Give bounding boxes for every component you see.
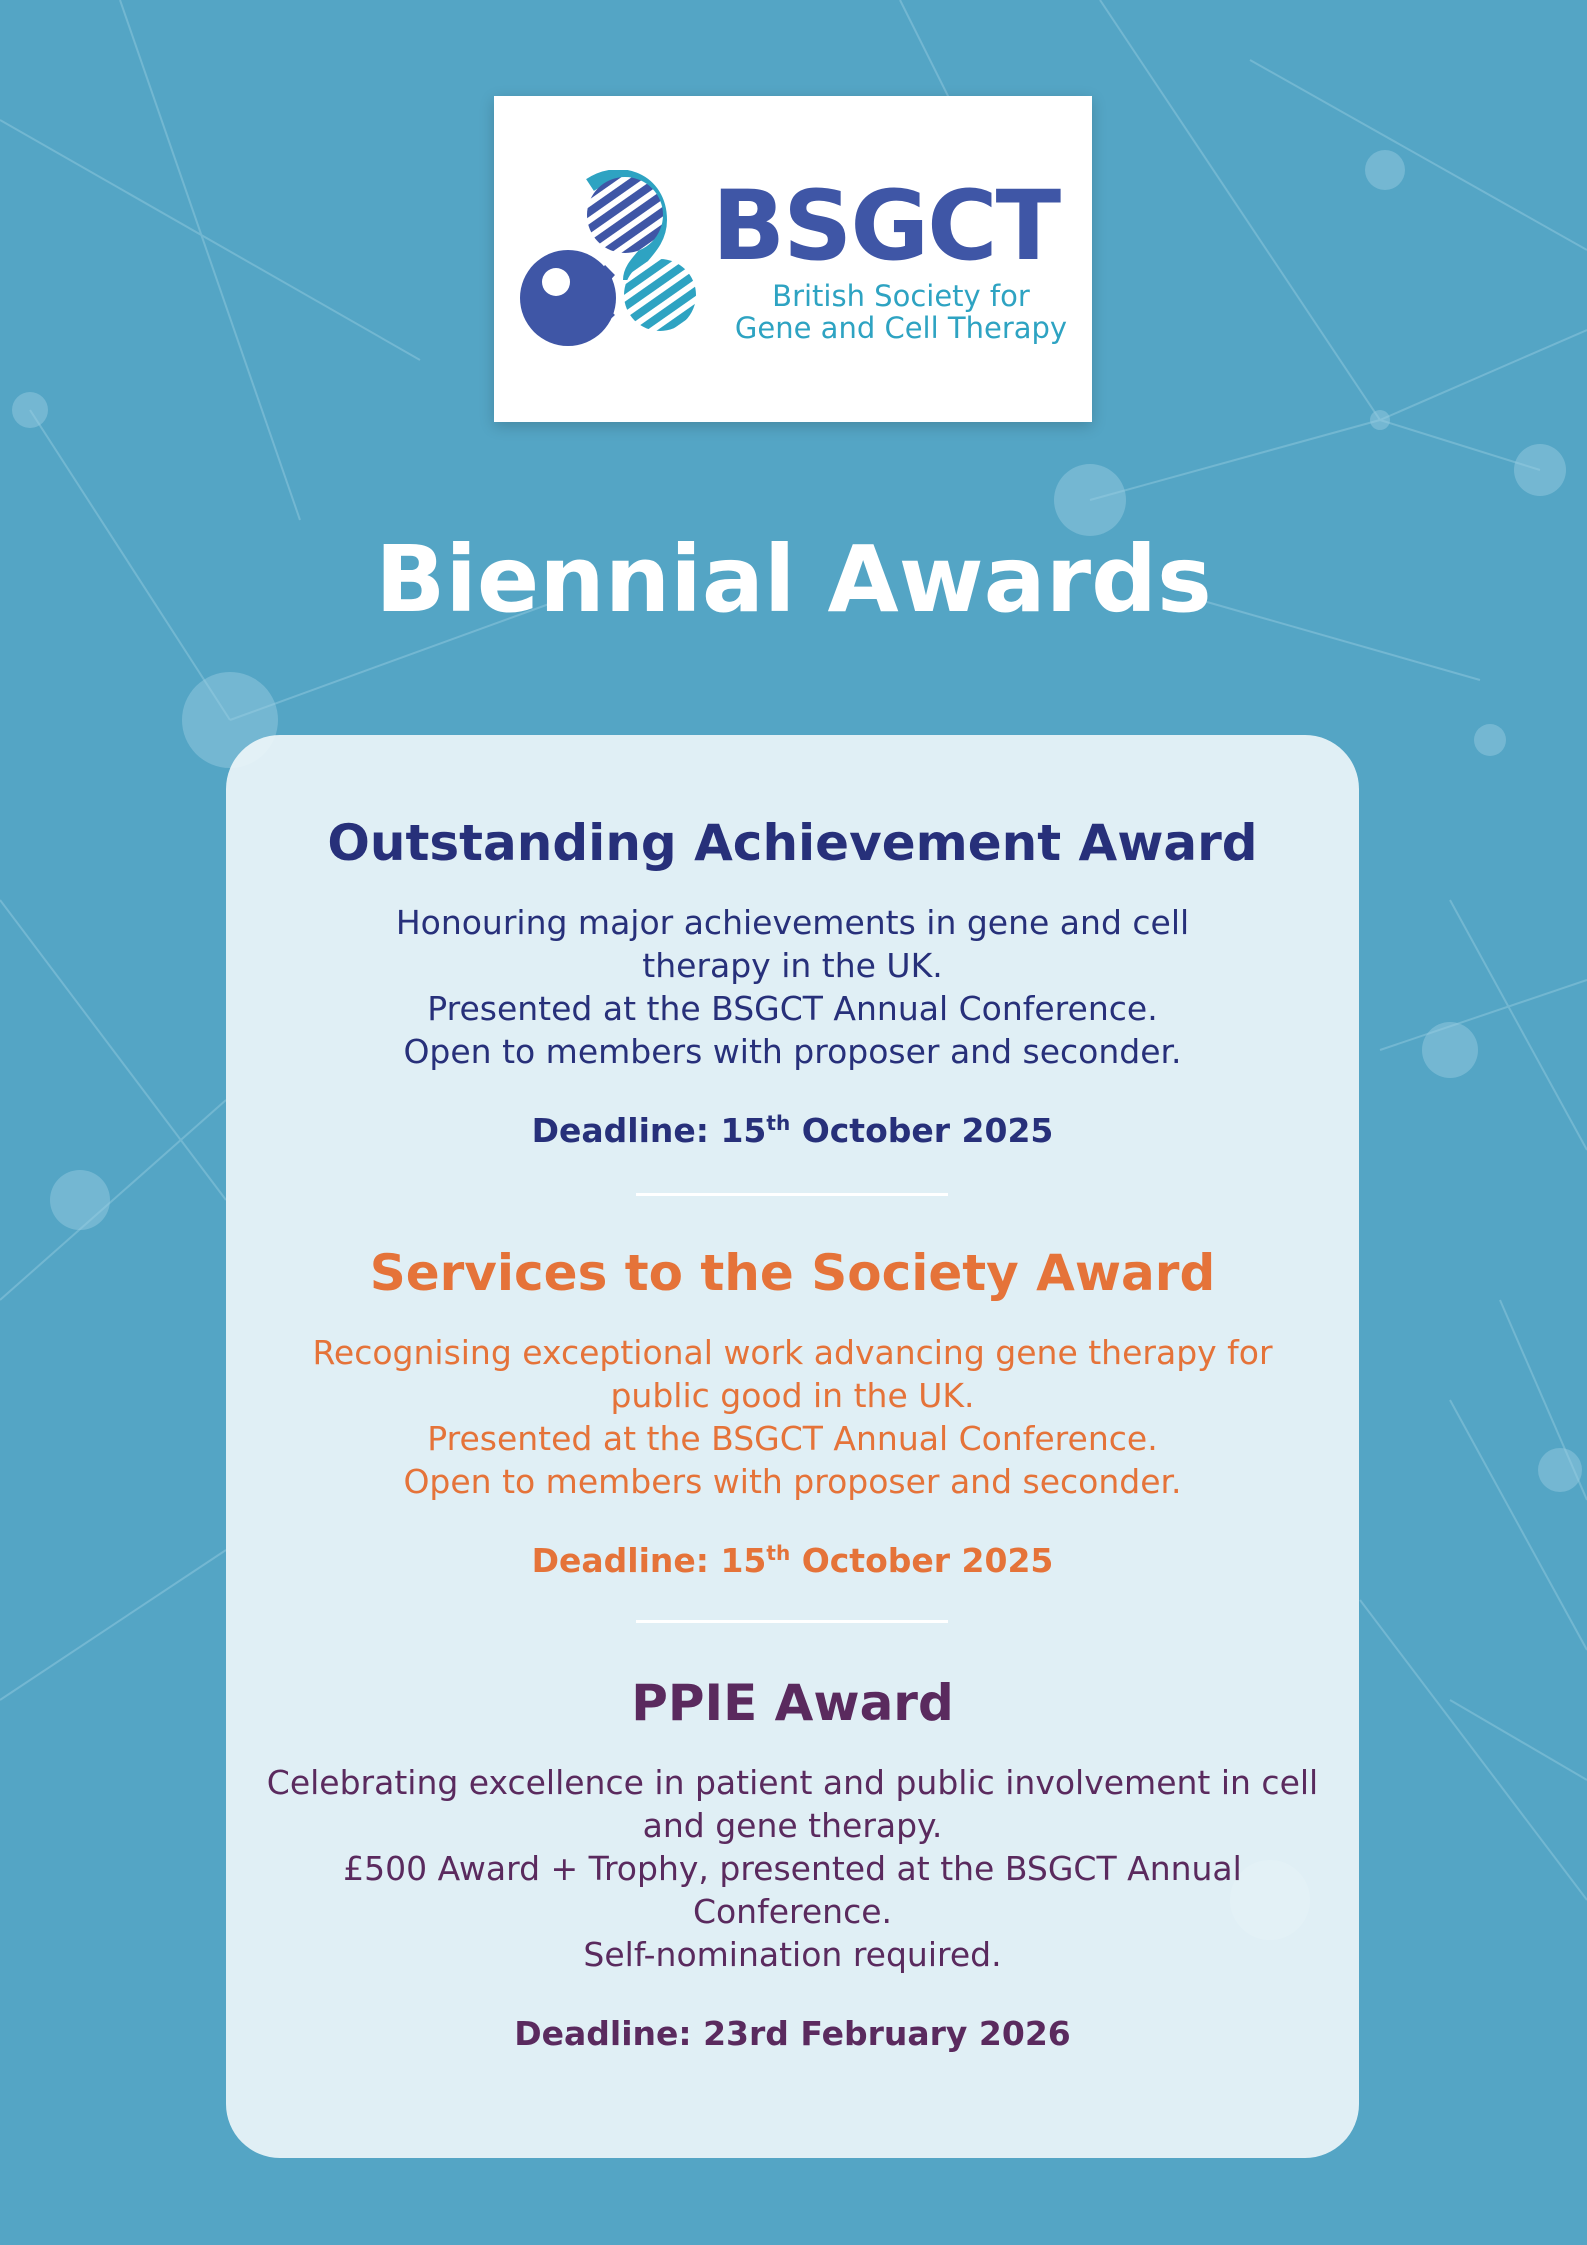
- deadline-ordinal: th: [766, 1541, 791, 1565]
- award-description-line: Self-nomination required.: [583, 1935, 1002, 1974]
- award-services-to-society: [226, 1241, 1359, 1581]
- logo-subtitle-line: Gene and Cell Therapy: [734, 311, 1068, 345]
- award-description-line: £500 Award + Trophy, presented at the BSGCT Annual: [343, 1849, 1242, 1888]
- deadline-ordinal: th: [766, 1111, 791, 1135]
- logo-title: BSGCT: [712, 170, 1060, 282]
- award-description-line: Open to members with proposer and seconder.: [403, 1462, 1182, 1501]
- award-description-line: therapy in the UK.: [642, 946, 943, 985]
- logo-subtitle: [716, 280, 1086, 344]
- award-ppie: [226, 1671, 1359, 2054]
- deadline-prefix: Deadline: 15: [531, 1111, 767, 1150]
- award-description-line: Conference.: [692, 1892, 893, 1931]
- award-title: Services to the Society Award: [369, 1244, 1216, 1302]
- awards-card: [226, 735, 1359, 2158]
- divider: [636, 1193, 948, 1196]
- award-description-line: Recognising exceptional work advancing gene therapy for: [312, 1333, 1273, 1372]
- award-outstanding-achievement: [226, 811, 1359, 1151]
- award-description: [226, 1761, 1359, 1976]
- divider: [636, 1620, 948, 1623]
- award-description-line: Presented at the BSGCT Annual Conference.: [427, 1419, 1158, 1458]
- award-description: [226, 1331, 1359, 1503]
- award-deadline: Deadline: 23rd February 2026: [514, 2014, 1071, 2053]
- award-description-line: and gene therapy.: [642, 1806, 943, 1845]
- award-description-line: Presented at the BSGCT Annual Conference.: [427, 989, 1158, 1028]
- logo-subtitle-line: British Society for: [772, 279, 1030, 313]
- deadline-prefix: Deadline: 15: [531, 1541, 767, 1580]
- award-description-line: public good in the UK.: [610, 1376, 975, 1415]
- award-description-line: Open to members with proposer and seconder.: [403, 1032, 1182, 1071]
- deadline-suffix: October 2025: [790, 1541, 1054, 1580]
- award-description: [226, 901, 1359, 1073]
- award-description-line: Celebrating excellence in patient and public involvement in cell: [266, 1763, 1319, 1802]
- deadline-suffix: October 2025: [790, 1111, 1054, 1150]
- award-deadline: [226, 1541, 1359, 1581]
- bsgct-logo-icon: [520, 170, 710, 350]
- logo-card: [494, 96, 1092, 422]
- award-title: Outstanding Achievement Award: [327, 814, 1258, 872]
- award-title: PPIE Award: [631, 1674, 954, 1732]
- page-title: Biennial Awards: [375, 526, 1212, 633]
- award-description-line: Honouring major achievements in gene and cell: [395, 903, 1190, 942]
- award-deadline: [226, 1111, 1359, 1151]
